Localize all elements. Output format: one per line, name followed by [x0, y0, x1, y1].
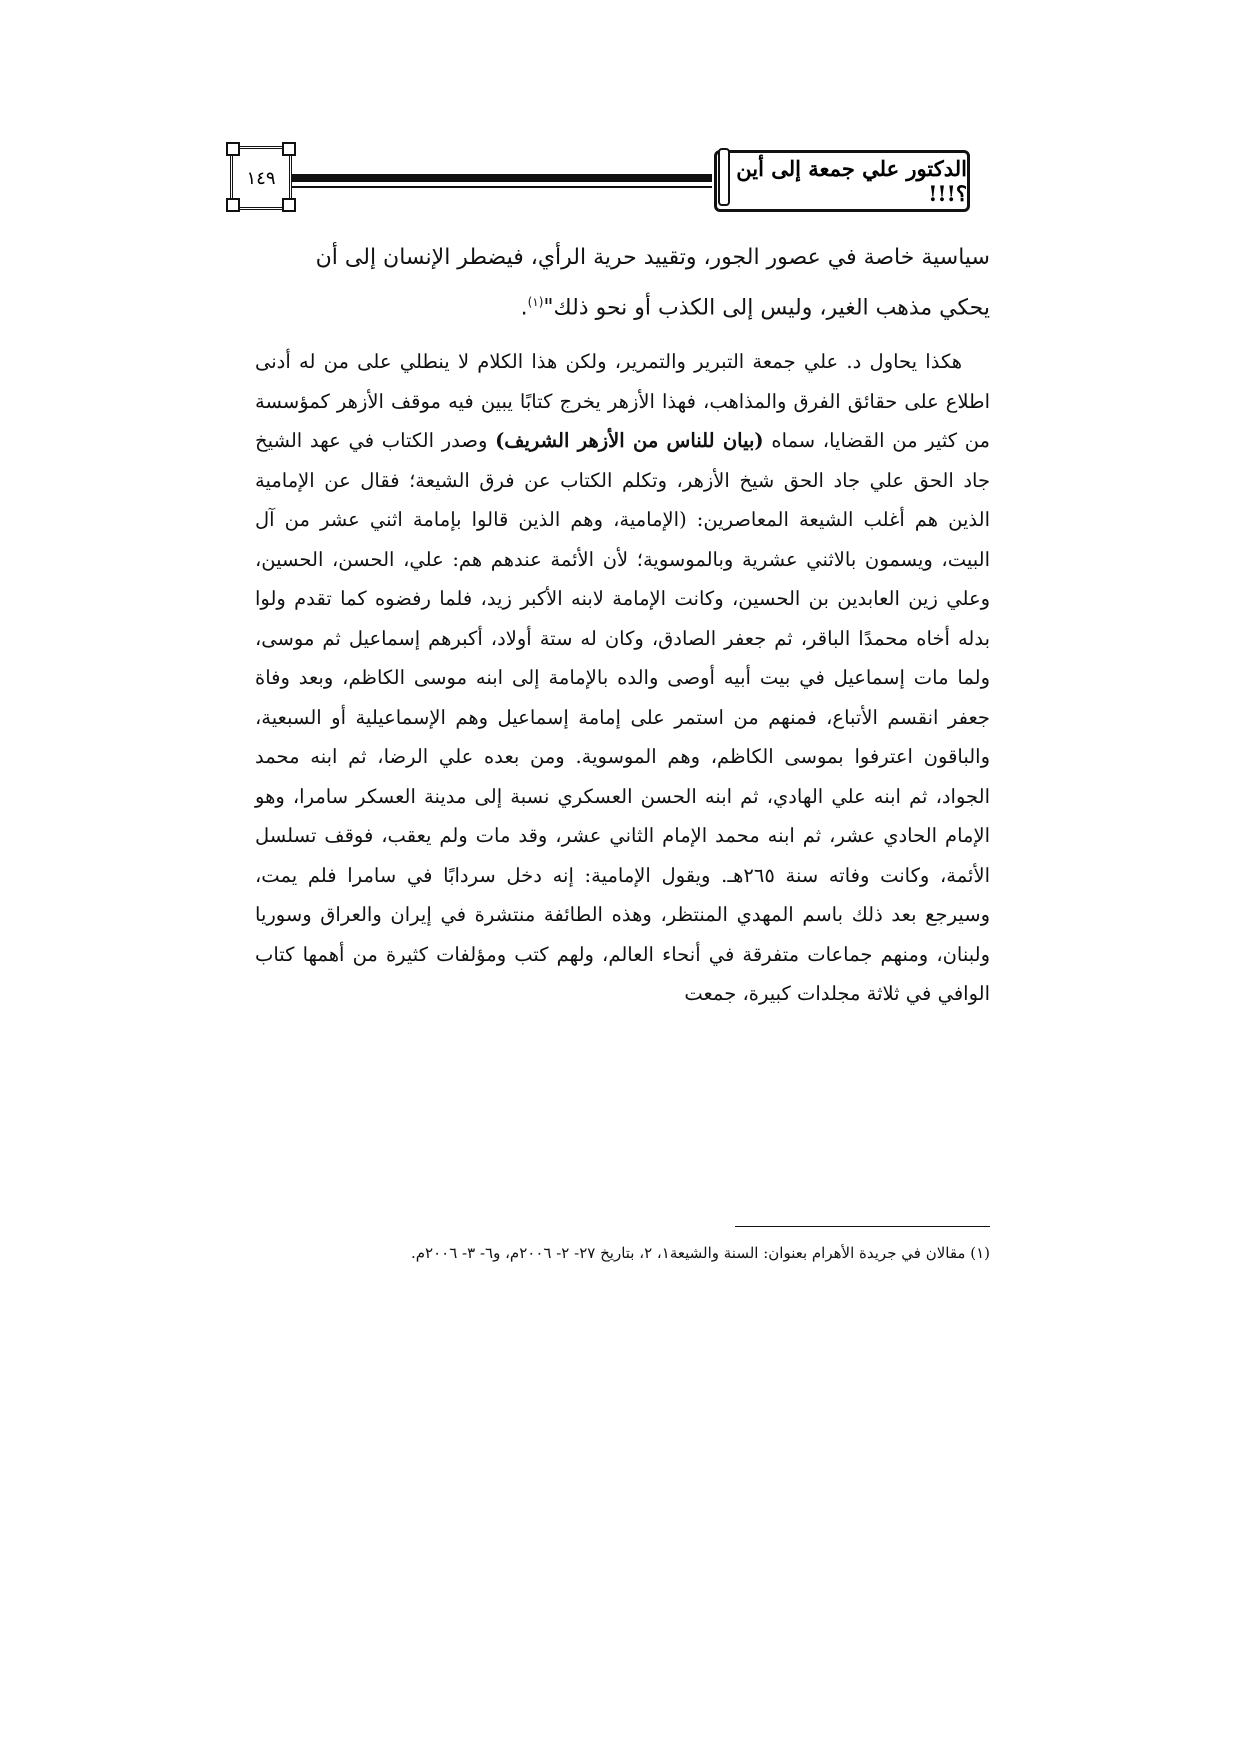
main-text	[255, 342, 990, 1014]
page-number: ١٤٩	[230, 146, 292, 210]
book-title-bold: (بيان للناس من الأزهر الشريف)	[495, 429, 764, 452]
lead-line-text: يحكي مذهب الغير، وليس إلى الكذب أو نحو ذلك"	[543, 295, 990, 321]
title-scroll-ornament	[718, 148, 730, 206]
lead-line-end: .	[520, 295, 528, 321]
footnote: (١) مقالان في جريدة الأهرام بعنوان: السنة والشيعة١، ٢، بتاريخ ٢٧- ٢- ٢٠٠٦م، و٦- ٣- ٢٠٠٦م.	[410, 1244, 990, 1262]
paragraph-text: هكذا يحاول د. علي جمعة التبرير والتمرير، ولكن هذا الكلام لا ينطلي على من له أدنى اطلاع على حقائق الفرق والمذاهب، فهذا الأزهر يخرج كتابًا يبين فيه موقف الأزهر كمؤسسة من كثير من القضايا، سماه	[255, 350, 991, 452]
lead-quotation	[255, 236, 990, 330]
page-number-corner-ornament	[226, 142, 240, 156]
lead-line: سياسية خاصة في عصور الجور، وتقييد حرية الرأي، فيضطر الإنسان إلى أن	[315, 245, 990, 270]
paragraph-text: وصدر الكتاب في عهد الشيخ جاد الحق علي جاد الحق شيخ الأزهر، وتكلم الكتاب عن فرق الشيعة؛ فقال عن الإمامية الذين هم أغلب الشيعة المعاصرين: (الإمامية، وهم الذين قالوا بإمامة اثني عشر من آل البيت، ويسمون بالاثني عشرية وبالموسوية؛ لأن الأئمة عندهم هم: علي، الحسن، الحسين، وعلي زين العابدين بن الحسين، وكانت الإمامة لابنه الأكبر زيد، فلما رفضوه كما تقدم ولوا بدله أخاه محمدًا الباقر، ثم جعفر الصادق، وكان له ستة أولاد، أكبرهم إسماعيل ثم موسى، ولما مات إسماعيل في بيت أبيه أوصى والده بالإمامة إلى ابنه موسى الكاظم، وبعد وفاة جعفر انقسم الأتباع، فمنهم من استمر على إمامة إسماعيل وهم الإسماعيلية أو السبعية، والباقون اعترفوا بموسى الكاظم، وهم الموسوية. ومن بعده علي الرضا، ثم ابنه محمد الجواد، ثم ابنه علي الهادي، ثم ابنه الحسن العسكري نسبة إلى مدينة العسكر سامرا، وهو الإمام الحادي عشر، ثم ابنه محمد الإمام الثاني عشر، وقد مات ولم يعقب، فوقف تسلسل الأئمة، وكانت وفاته سنة ٢٦٥هـ. ويقول الإمامية: إنه دخل سردابًا في سامرا فلم يمت، وسيرجع بعد ذلك باسم المهدي المنتظر، وهذه الطائفة منتشرة في إيران والعراق وسوريا ولبنان، ومنهم جماعات متفرقة في أنحاء العالم، ولهم كتب ومؤلفات كثيرة من أهمها كتاب الوافي في ثلاثة مجلدات كبيرة، جمعت	[255, 429, 990, 1005]
header-rule-thin	[284, 186, 712, 188]
running-header	[230, 140, 970, 210]
footnote-reference[interactable]: (١)	[527, 295, 544, 309]
page-number-corner-ornament	[282, 198, 296, 212]
running-title: الدكتور علي جمعة إلى أين ؟!!!	[714, 150, 970, 212]
header-rule-thick	[284, 174, 712, 182]
page-number-corner-ornament	[226, 198, 240, 212]
paragraph	[255, 342, 990, 1014]
lead-line-last	[255, 280, 990, 330]
page-number-corner-ornament	[282, 142, 296, 156]
footnote-separator	[735, 1226, 990, 1227]
